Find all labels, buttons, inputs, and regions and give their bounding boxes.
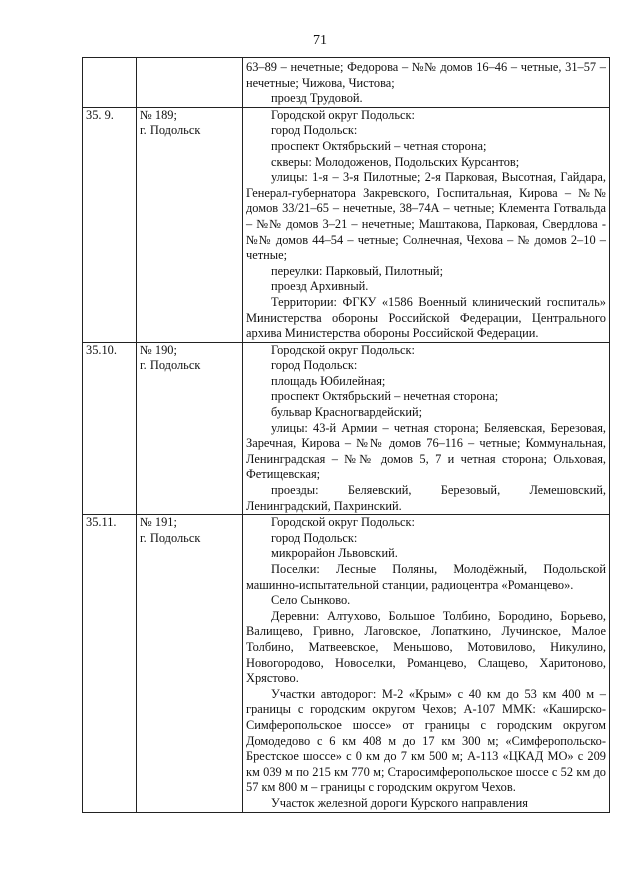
row-number: 35.10. <box>83 342 137 515</box>
description-cell <box>243 107 610 342</box>
page-number: 71 <box>313 33 327 48</box>
description-paragraph: Село Сынково. <box>271 593 351 608</box>
description-paragraph: микрорайон Львовский. <box>271 546 398 561</box>
description-paragraph: Поселки: Лесные Поляны, Молодёжный, Подольской машинно-испытательной станции, радиоцентра «Романцево». <box>246 562 606 592</box>
description-paragraph: проспект Октябрьский – четная сторона; <box>271 138 487 153</box>
row-number <box>83 58 137 108</box>
description-paragraph: город Подольск: <box>271 123 358 138</box>
districts-table <box>82 57 610 813</box>
description-paragraph: Деревни: Алтухово, Большое Толбино, Бородино, Борьево, Валищево, Гривно, Лаговское, Лопаткино, Лучинское, Малое Толбино, Матвеевское, Меньшово, Мотовилово, Никулино, Новогородово, Новоселки, Романцево, Слащево, Харитоново, Хрястово. <box>246 608 606 686</box>
description-paragraph: улицы: 1-я – 3-я Пилотные; 2-я Парковая, Высотная, Гайдара, Генерал-губернатора Закревского, Госпитальная, Кирова – №№ домов 33/21–65 – нечетные, 38–74А – четные; Клемента Готвальда – №№ домов 3–21 – нечетные; Маштакова, Парковая, Свердлова - №№ домов 44–54 – четные; Солнечная, Чехова – № домов 2–10 – четные; <box>246 170 606 263</box>
description-paragraph: бульвар Красногвардейский; <box>271 405 423 420</box>
description-paragraph: проезды: Беляевский, Березовый, Лемешовский, Ленинградский, Пахринский. <box>246 483 606 513</box>
table-row <box>83 58 610 108</box>
description-cell <box>243 515 610 812</box>
description-paragraph: город Подольск: <box>271 530 358 545</box>
description-paragraph: площадь Юбилейная; <box>271 373 386 388</box>
row-number: 35. 9. <box>83 107 137 342</box>
table-row <box>83 515 610 812</box>
district-cell <box>137 515 243 812</box>
description-paragraph: Территории: ФГКУ «1586 Военный клинический госпиталь» Министерства обороны Российской Федерации, Центрального архива Министерства обороны Российской Федерации. <box>246 294 606 341</box>
description-paragraph: Городской округ Подольск: <box>271 107 415 122</box>
description-paragraph: проезд Трудовой. <box>271 91 363 106</box>
table-row <box>83 107 610 342</box>
description-paragraph: улицы: 43-й Армии – четная сторона; Беляевская, Березовая, Заречная, Кирова – №№ домов 76–116 – четные; Коммунальная, Ленинградская – №№ домов 5, 7 и четная сторона; Ольховая, Фетищевская; <box>246 420 606 482</box>
district-line: № 190; <box>140 342 177 357</box>
district-line: № 189; <box>140 107 177 122</box>
row-number: 35.11. <box>83 515 137 812</box>
description-cell <box>243 58 610 108</box>
description-paragraph: Участки автодорог: М-2 «Крым» с 40 км до 53 км 400 м – границы с городским округом Чехов; А-107 ММК: «Каширско-Симферопольское шоссе» от границы с городским округом Домодедово с 6 км 408 м до 17 км 300 м; «Симферопольско-Брестское шоссе» с 0 км до 7 км 500 м; А-113 «ЦКАД МО» с 209 км 039 м по 215 км 770 м; Старосимферопольское шоссе с 52 км до 57 км 800 м – границы с городским округом Чехов. <box>246 686 606 795</box>
district-cell <box>137 58 243 108</box>
district-line: г. Подольск <box>140 530 201 545</box>
description-paragraph: город Подольск: <box>271 358 358 373</box>
description-paragraph: Участок железной дороги Курского направления <box>271 795 528 810</box>
table-row <box>83 342 610 515</box>
district-line: г. Подольск <box>140 358 201 373</box>
district-cell <box>137 107 243 342</box>
description-paragraph: скверы: Молодоженов, Подольских Курсантов; <box>271 154 520 169</box>
description-paragraph: проспект Октябрьский – нечетная сторона; <box>271 389 499 404</box>
district-line: г. Подольск <box>140 123 201 138</box>
description-paragraph: переулки: Парковый, Пилотный; <box>271 263 444 278</box>
district-line: № 191; <box>140 515 177 530</box>
description-paragraph: 63–89 – нечетные; Федорова – №№ домов 16–46 – четные, 31–57 – нечетные; Чижова, Чистова; <box>246 60 606 90</box>
description-cell <box>243 342 610 515</box>
description-paragraph: Городской округ Подольск: <box>271 342 415 357</box>
description-paragraph: Городской округ Подольск: <box>271 515 415 530</box>
description-paragraph: проезд Архивный. <box>271 279 369 294</box>
district-cell <box>137 342 243 515</box>
